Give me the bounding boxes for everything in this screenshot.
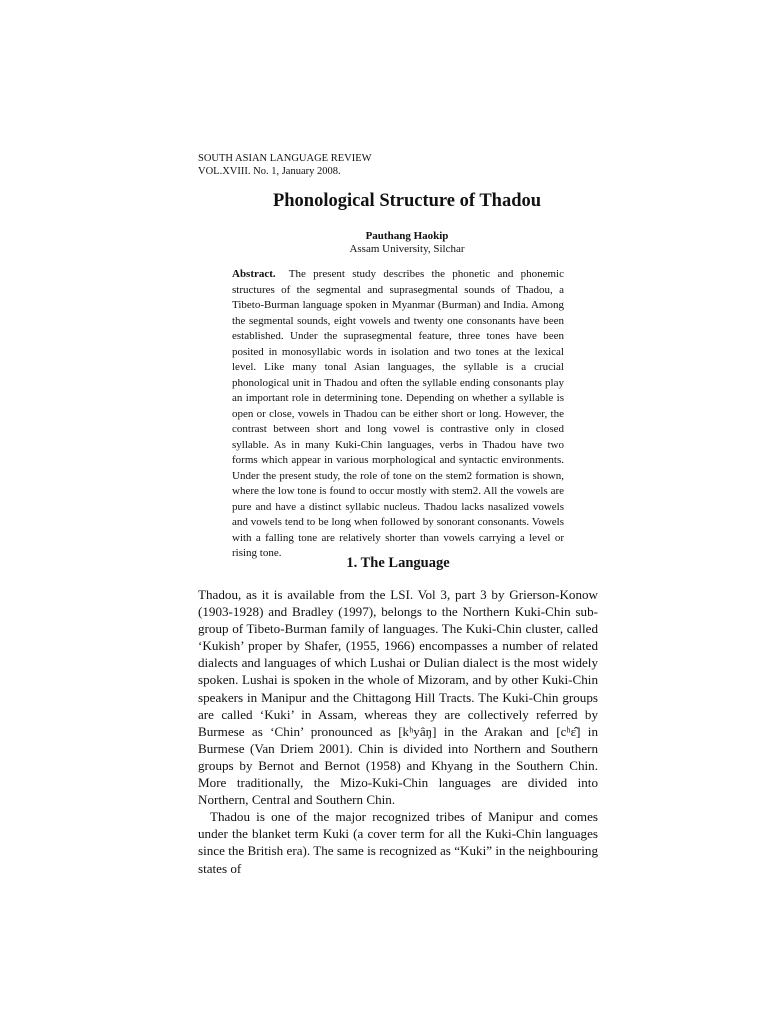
abstract-text: The present study describes the phonetic and phonemic structures of the segmental and suprasegmental sounds of Thadou, a Tibeto-Burman language spoken in Myanmar (Burman) and India. Among the segmental sounds, eight vowels and twenty one consonants have been established. Under the suprasegmental feature, three tones have been posited in monosyllabic words in isolation and two tones at the lexical level. Like many tonal Asian languages, the syllable is a crucial phonological unit in Thadou and often the syllable ending consonants play an important role in determining tone. Depending on whether a syllable is open or close, vowels in Thadou can be either short or long. However, the contrast between short and long vowel is contrastive only in closed syllable. As in many Kuki-Chin languages, verbs in Thadou have two forms which appear in various morphological and syntactic environments. Under the present study, the role of tone on the stem2 formation is shown, where the low tone is found to occur mostly with stem2. All the vowels are pure and have a distinct syllabic nucleus. Thadou lacks nasalized vowels and vowels tend to be long when followed by sonorant consonants. Vowels with a falling tone are relatively shorter than vowels carrying a level or rising tone.	[232, 268, 564, 559]
running-head	[198, 152, 372, 178]
body-paragraph: Thadou is one of the major recognized tribes of Manipur and comes under the blanket term Kuki (a cover term for all the Kuki-Chin languages since the British era). The same is recognized as “Kuki” in the neighbouring states of	[198, 809, 598, 876]
journal-name: SOUTH ASIAN LANGUAGE REVIEW	[198, 153, 372, 164]
abstract	[232, 267, 564, 562]
author-name: Pauthang Haokip	[365, 230, 449, 242]
journal-issue: VOL.XVIII. No. 1, January 2008.	[198, 166, 341, 177]
section-heading: 1. The Language	[346, 555, 450, 571]
author-block	[0, 230, 768, 256]
paper-title: Phonological Structure of Thadou	[272, 191, 542, 211]
section-body	[198, 586, 598, 877]
body-paragraph: Thadou, as it is available from the LSI. Vol 3, part 3 by Grierson-Konow (1903-1928) and Bradley (1997), belongs to the Northern Kuki-Chin sub-group of Tibeto-Burman family of languages. The Kuki-Chin cluster, called ‘Kukish’ proper by Shafer, (1955, 1966) encompasses a number of related dialects and languages of which Lushai or Dulian dialect is the most widely spoken. Lushai is spoken in the whole of Mizoram, and by other Kuki-Chin speakers in Manipur and the Chittagong Hill Tracts. The Kuki-Chin groups are called ‘Kuki’ in Assam, whereas they are collectively referred by Burmese as ‘Chin’ pronounced as [kʰyâŋ] in the Arakan and [cʰɛ̂] in Burmese (Van Driem 2001). Chin is divided into Northern and Southern groups by Bernot and Bernot (1958) and Khyang in the Southern Chin. More traditionally, the Mizo-Kuki-Chin languages are divided into Northern, Central and Southern Chin.	[198, 587, 598, 808]
author-affiliation: Assam University, Silchar	[349, 243, 465, 255]
abstract-label: Abstract.	[232, 268, 276, 280]
